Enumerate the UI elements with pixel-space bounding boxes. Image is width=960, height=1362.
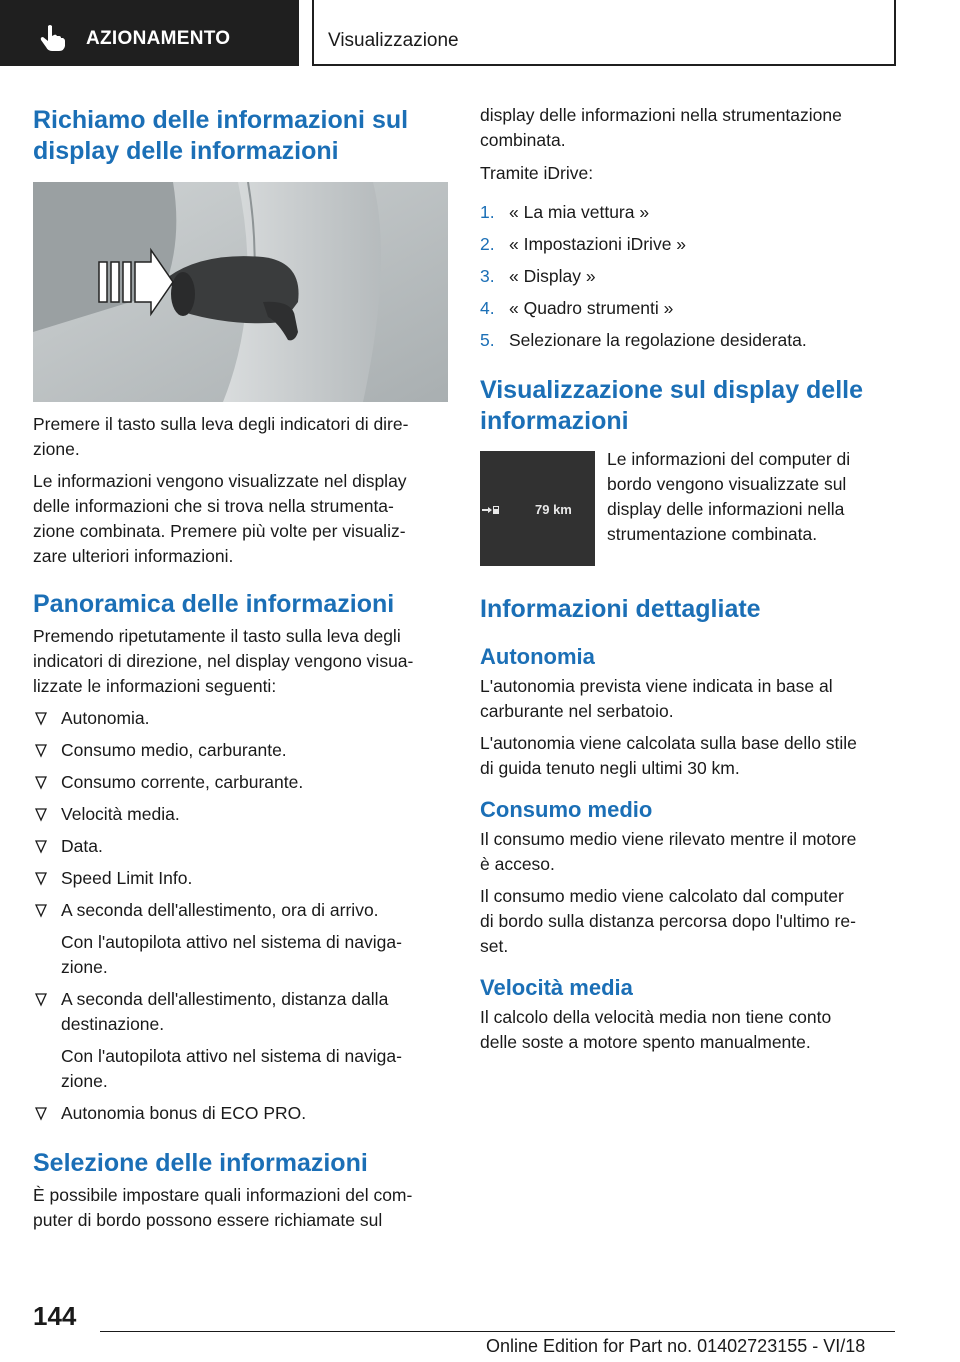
page-number: 144: [33, 1301, 77, 1331]
hand-pointer-icon: [40, 24, 66, 52]
list-item: Speed Limit Info.: [33, 866, 448, 891]
chapter-title: AZIONAMENTO: [86, 28, 231, 49]
triangle-bullet-icon: [35, 872, 47, 886]
triangle-bullet-icon: [35, 776, 47, 790]
info-bullet-list-end: [33, 1101, 448, 1126]
heading-display-visualization: Visualizzazione sul display delle informazioni: [480, 376, 864, 435]
triangle-bullet-icon: [35, 840, 47, 854]
triangle-bullet-icon: [35, 808, 47, 822]
paragraph-info-display: Le informazioni vengono visualizzate nel display delle informazioni che si trova nella strumenta- zione combinata. Premere più volte per visualiz- zare ulteriori informazioni.: [33, 471, 407, 566]
list-item: Consumo medio, carburante.: [33, 738, 448, 763]
list-item: Consumo corrente, carburante.: [33, 770, 448, 795]
list-item: Velocità media.: [33, 802, 448, 827]
fuel-range-icon: [480, 504, 502, 516]
list-item: 2. « Impostazioni iDrive »: [480, 234, 687, 254]
triangle-bullet-icon: [35, 744, 47, 758]
list-item: A seconda dell'allestimento, distanza dalla destinazione.: [33, 987, 448, 1037]
list-item: 3. « Display »: [480, 266, 596, 286]
list-item: 4. « Quadro strumenti »: [480, 298, 674, 318]
info-display-figure: [480, 451, 595, 566]
footer-edition: Online Edition for Part no. 01402723155 - VI/18: [486, 1336, 866, 1356]
list-item: A seconda dell'allestimento, ora di arrivo.: [33, 898, 448, 923]
chapter-tab: [0, 0, 299, 66]
paragraph-overview: Premendo ripetutamente il tasto sulla leva degli indicatori di direzione, nel display vengono visua- lizzate le informazioni seguenti:: [33, 626, 414, 696]
paragraph-autonomia-2: L'autonomia viene calcolata sulla base dello stile di guida tenuto negli ultimi 30 km.: [480, 733, 857, 778]
section-tab: [312, 0, 896, 66]
sub-paragraph-autopilot-2: Con l'autopilota attivo nel sistema di naviga- zione.: [61, 1046, 402, 1091]
info-bullet-list: [33, 706, 448, 923]
range-readout: 79 km: [535, 502, 572, 517]
turn-signal-lever-figure: [33, 182, 448, 402]
heading-detailed-info: Informazioni dettagliate: [480, 595, 761, 623]
info-bullet-list-cont: [33, 987, 448, 1037]
paragraph-continued: display delle informazioni nella strumentazione combinata.: [480, 105, 842, 150]
list-item: 1. « La mia vettura »: [480, 202, 650, 222]
heading-velocita-media: Velocità media: [480, 975, 633, 1000]
section-title: Visualizzazione: [328, 30, 459, 51]
footer-divider: [100, 1331, 895, 1332]
lever-illustration: [33, 182, 448, 402]
list-item: 5. Selezionare la regolazione desiderata.: [480, 330, 807, 350]
paragraph-velocita: Il calcolo della velocità media non tiene conto delle soste a motore spento manualmente.: [480, 1007, 832, 1052]
paragraph-via-idrive: Tramite iDrive:: [480, 163, 594, 183]
idrive-steps-list: [480, 200, 895, 353]
paragraph-consumo-2: Il consumo medio viene calcolato dal computer di bordo sulla distanza percorsa dopo l'ultimo re- set.: [480, 886, 856, 956]
paragraph-selection: È possibile impostare quali informazioni del com- puter di bordo possono essere richiamate sul: [33, 1185, 413, 1230]
paragraph-autonomia-1: L'autonomia prevista viene indicata in base al carburante nel serbatoio.: [480, 676, 833, 721]
triangle-bullet-icon: [35, 1107, 47, 1121]
heading-autonomia: Autonomia: [480, 644, 595, 669]
heading-recall-info: Richiamo delle informazioni sul display delle informazioni: [33, 106, 409, 165]
heading-info-selection: Selezione delle informazioni: [33, 1149, 368, 1177]
list-item: Autonomia bonus di ECO PRO.: [33, 1101, 448, 1126]
display-block: [480, 451, 895, 566]
heading-info-overview: Panoramica delle informazioni: [33, 590, 395, 618]
list-item: Autonomia.: [33, 706, 448, 731]
triangle-bullet-icon: [35, 904, 47, 918]
paragraph-consumo-1: Il consumo medio viene rilevato mentre il motore è acceso.: [480, 829, 857, 874]
triangle-bullet-icon: [35, 993, 47, 1007]
left-column: [33, 100, 448, 1233]
sub-paragraph-autopilot: Con l'autopilota attivo nel sistema di naviga- zione.: [61, 932, 402, 977]
triangle-bullet-icon: [35, 712, 47, 726]
heading-consumo-medio: Consumo medio: [480, 797, 653, 822]
list-item: Data.: [33, 834, 448, 859]
paragraph-computer-info: Le informazioni del computer di bordo vengono visualizzate sul display delle informazioni nella strumentazione combinata.: [607, 451, 851, 544]
paragraph-press-button: Premere il tasto sulla leva degli indicatori di dire- zione.: [33, 414, 409, 459]
right-column: [480, 100, 895, 1055]
